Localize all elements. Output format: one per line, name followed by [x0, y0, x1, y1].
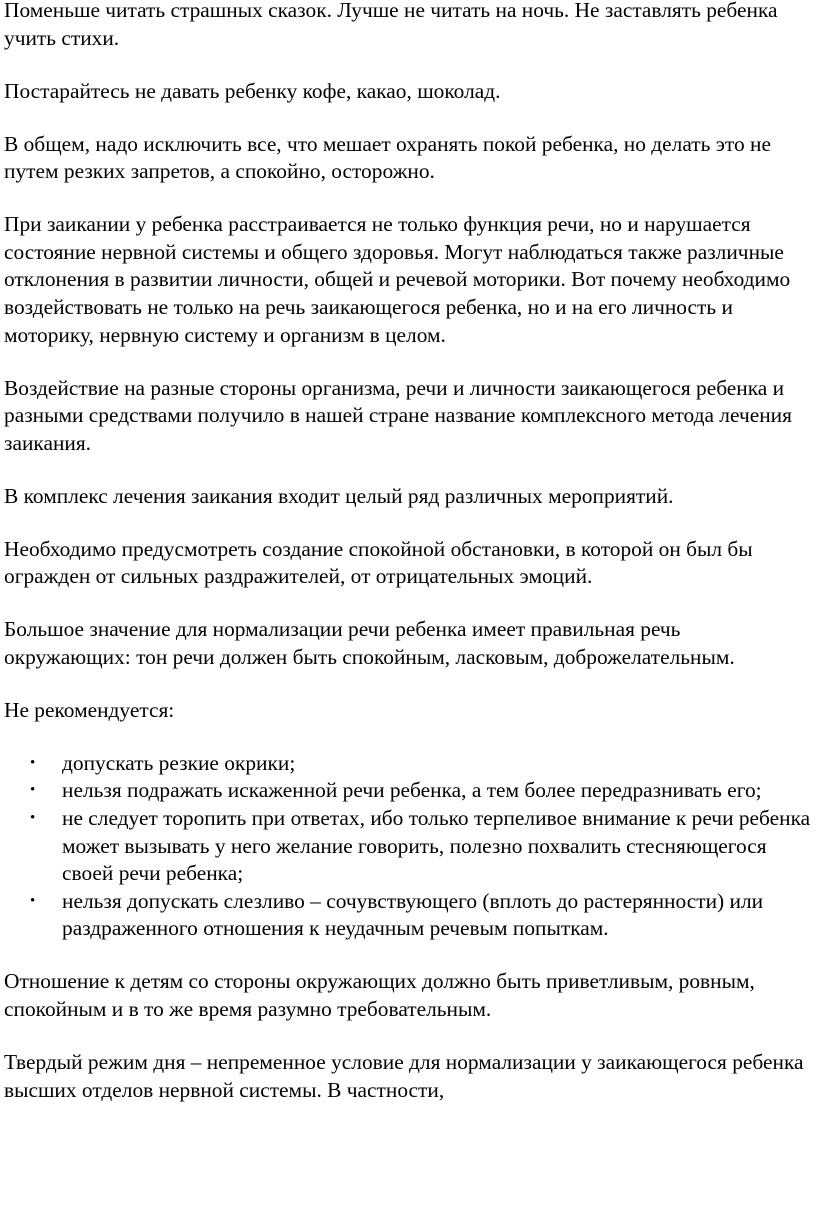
list-item-text: нельзя допускать слезливо – сочувствующего (вплоть до растерянности) или раздраженного отношения к неудачным речевым попыткам.: [62, 888, 764, 941]
list-item: [4, 805, 812, 888]
list-heading: Не рекомендуется:: [4, 697, 175, 722]
paragraph: В общем, надо исключить все, что мешает охранять покой ребенка, но делать это не путем резких запретов, а спокойно, осторожно.: [4, 131, 771, 184]
bullet-icon: •: [30, 754, 36, 771]
paragraph: При заикании у ребенка расстраивается не только функция речи, но и нарушается состояние нервной системы и общего здоровья. Могут наблюдаться также различные отклонения в развитии личности, общей и речевой моторики. Вот почему необходимо воздействовать не только на речь заикающегося ребенка, но и на его личность и моторику, нервную систему и организм в целом.: [4, 212, 791, 347]
paragraph: Большое значение для нормализации речи ребенка имеет правильная речь окружающих: тон речи должен быть спокойным, ласковым, доброжелательным.: [4, 617, 735, 669]
paragraph: Воздействие на разные стороны организма, речи и личности заикающегося ребенка и разными средствами получило в нашей стране название комплексного метода лечения заикания.: [4, 375, 792, 455]
list-item-text: допускать резкие окрики;: [62, 750, 296, 775]
list-item: [4, 888, 812, 943]
bullet-list: [4, 750, 812, 943]
paragraph: Поменьше читать страшных сказок. Лучше не читать на ночь. Не заставлять ребенка учить стихи.: [4, 0, 778, 50]
paragraph: Отношение к детям со стороны окружающих должно быть приветливым, ровным, спокойным и в то же время разумно требовательным.: [4, 969, 755, 1021]
list-item-text: нельзя подражать искаженной речи ребенка, а тем более передразнивать его;: [62, 778, 762, 803]
bullet-icon: •: [30, 809, 36, 826]
list-item: [4, 750, 812, 778]
list-item-text: не следует торопить при ответах, ибо только терпеливое внимание к речи ребенка может вызывать у него желание говорить, полезно похвалить стесняющегося своей речи ребенка;: [62, 805, 811, 886]
list-item: [4, 777, 812, 805]
paragraph: Необходимо предусмотреть создание спокойной обстановки, в которой он был бы огражден от сильных раздражителей, от отрицательных эмоций.: [4, 536, 753, 589]
paragraph: Постарайтесь не давать ребенку кофе, какао, шоколад.: [4, 78, 501, 103]
paragraph: Твердый режим дня – непременное условие для нормализации у заикающегося ребенка высших отделов нервной системы. В частности,: [4, 1049, 804, 1102]
bullet-icon: •: [30, 782, 36, 799]
bullet-icon: •: [30, 892, 36, 909]
document-page: [4, 0, 812, 1130]
paragraph: В комплекс лечения заикания входит целый ряд различных мероприятий.: [4, 483, 674, 508]
